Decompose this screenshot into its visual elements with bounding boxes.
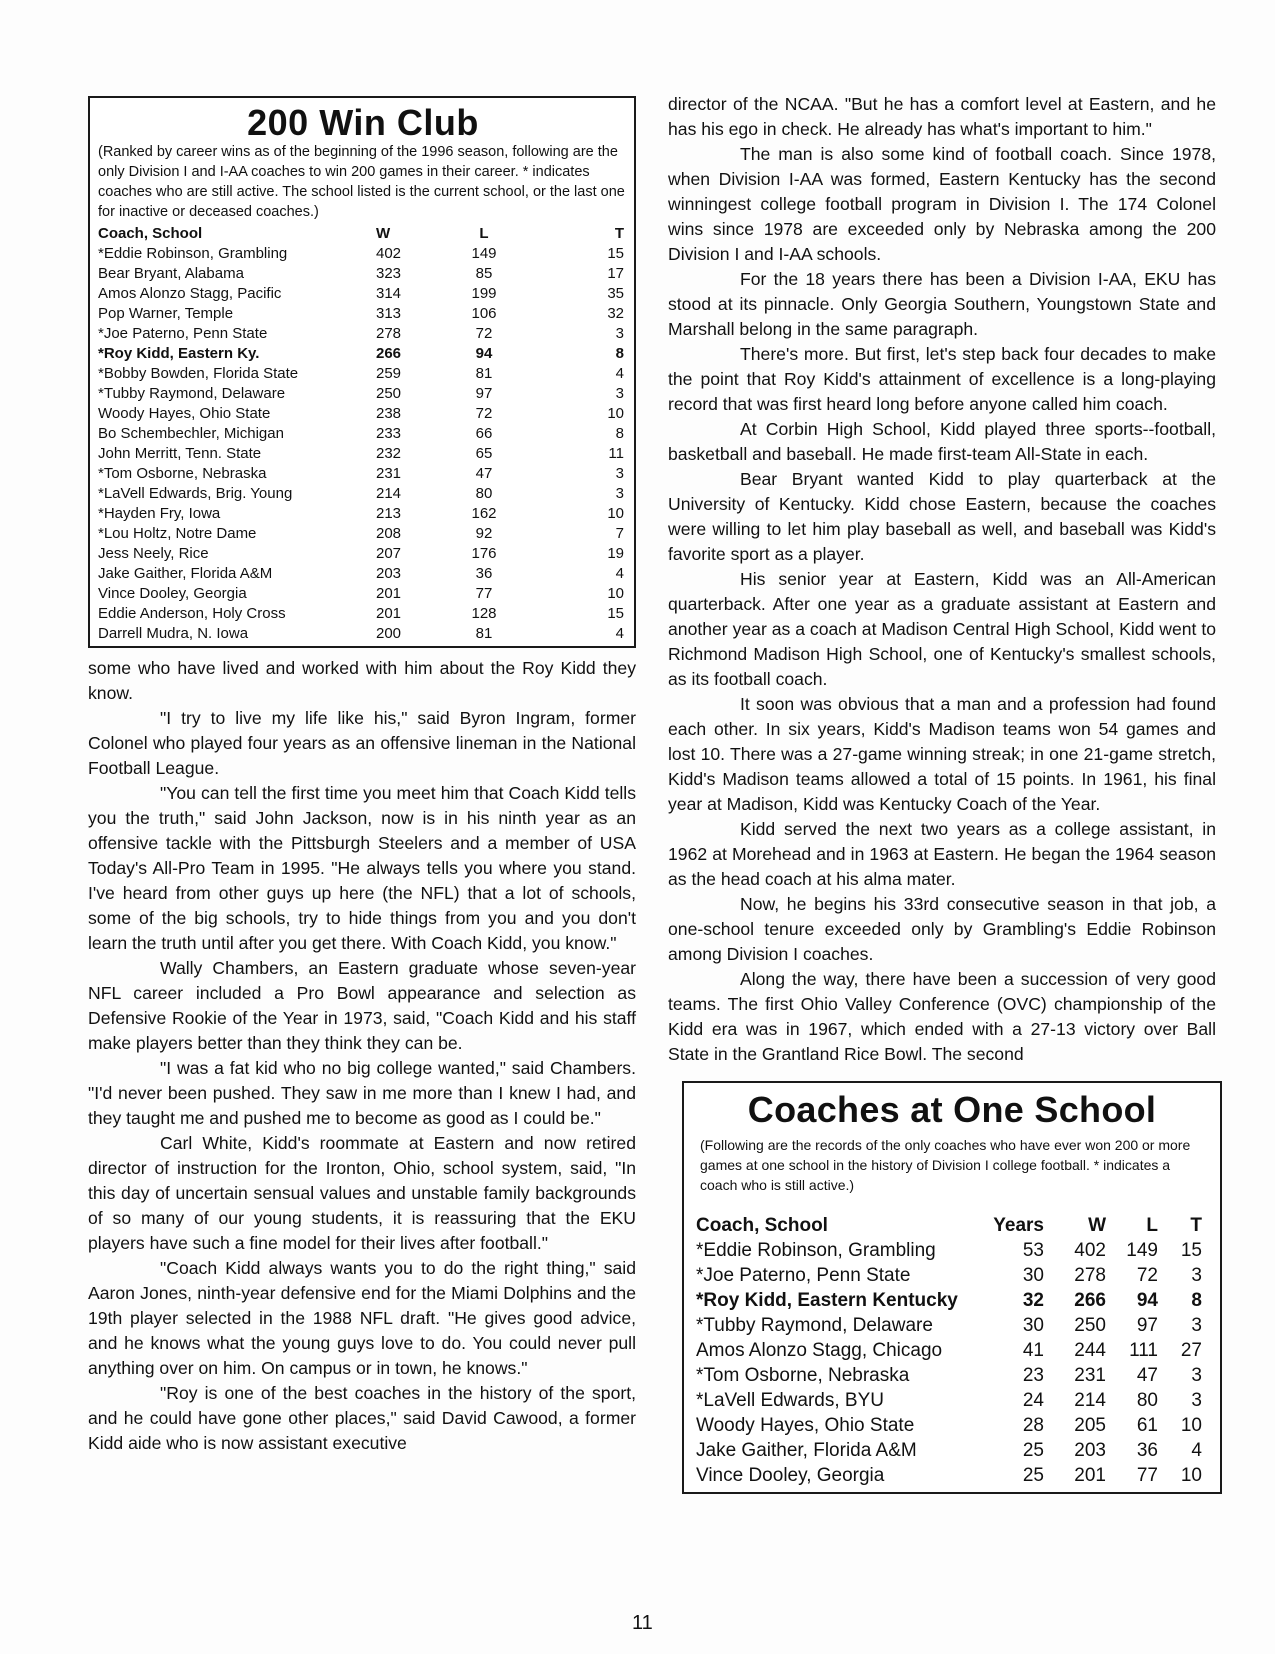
coach-name: John Merritt, Tenn. State <box>98 445 262 462</box>
years: 53 <box>1022 1240 1044 1261</box>
paragraph: Wally Chambers, an Eastern graduate whose seven-year NFL career included a Pro Bowl appearance and selection as Defensive Rookie of the Year in 1973, said, "Coach Kidd and his staff make players better than they think they can be. <box>88 958 636 1053</box>
win-club-rows <box>98 244 628 644</box>
years: 28 <box>1022 1415 1044 1436</box>
paragraph: "I try to live my life like his," said Byron Ingram, former Colonel who played four years as an offensive lineman in the National Football League. <box>88 708 636 778</box>
ties: 10 <box>607 505 624 522</box>
coach-name: *Bobby Bowden, Florida State <box>98 365 299 382</box>
win-club-intro: (Ranked by career wins as of the beginning of the 1996 season, following are the only Division I and I-AA coaches to win 200 games in their career. * indicates coaches who are still active. The school listed is the current school, or the last one for inactive or deceased coaches.) <box>98 144 625 220</box>
table-row <box>98 284 628 304</box>
table-row <box>98 404 628 424</box>
table-row <box>696 1438 1208 1463</box>
losses: 36 <box>1136 1440 1158 1461</box>
paragraph: At Corbin High School, Kidd played three sports--football, basketball and baseball. He made first-team All-State in each. <box>668 419 1216 464</box>
coach-name: Jake Gaither, Florida A&M <box>98 565 273 582</box>
table-row <box>696 1388 1208 1413</box>
wins: 313 <box>376 305 402 322</box>
ties: 3 <box>1191 1365 1202 1386</box>
coach-name: Woody Hayes, Ohio State <box>696 1415 915 1436</box>
table-row <box>98 584 628 604</box>
ties: 19 <box>607 545 624 562</box>
paragraph: It soon was obvious that a man and a profession had found each other. In six years, Kidd's Madison teams won 54 games and lost 10. There was a 27-game winning streak; in one 21-game stretch, Kidd's Madison teams allowed a total of 15 points. In 1961, his final year at Madison, Kidd was Kentucky Coach of the Year. <box>668 694 1216 814</box>
ties: 10 <box>1180 1465 1202 1486</box>
coach-name: Amos Alonzo Stagg, Pacific <box>98 285 282 302</box>
coach-name: *Tubby Raymond, Delaware <box>696 1315 933 1336</box>
coach-name: *Tom Osborne, Nebraska <box>696 1365 910 1386</box>
coach-name: *Eddie Robinson, Grambling <box>98 245 288 262</box>
coach-name: Eddie Anderson, Holy Cross <box>98 605 286 622</box>
wins: 266 <box>1074 1290 1106 1311</box>
coach-name: Darrell Mudra, N. Iowa <box>98 625 249 642</box>
table-row <box>98 624 628 644</box>
years: 25 <box>1022 1440 1044 1461</box>
coach-name: *Eddie Robinson, Grambling <box>696 1240 936 1261</box>
col-header-coach: Coach, School <box>98 225 203 242</box>
losses: 106 <box>471 305 497 322</box>
one-school-intro: (Following are the records of the only coaches who have ever won 200 or more games at one school in the history of Division I college football. * indicates a coach who is still active.) <box>700 1137 1191 1193</box>
table-row <box>98 424 628 444</box>
losses: 77 <box>1136 1465 1158 1486</box>
one-school-table <box>696 1213 1208 1488</box>
paragraph: Carl White, Kidd's roommate at Eastern and now retired director of instruction for the Ironton, Ohio, school system, said, "In this day of uncertain sensual values and unstable family backgrounds of so many of our young students, it is reassuring that the EKU players have such a fine model for their lives after football." <box>88 1133 636 1253</box>
table-row <box>696 1338 1208 1363</box>
table-row <box>98 444 628 464</box>
losses: 85 <box>475 265 493 282</box>
years: 23 <box>1022 1365 1044 1386</box>
wins: 201 <box>376 585 402 602</box>
page-number: 11 <box>632 1612 653 1634</box>
coach-name: Woody Hayes, Ohio State <box>98 405 271 422</box>
losses: 97 <box>1136 1315 1158 1336</box>
coach-name: Vince Dooley, Georgia <box>98 585 247 602</box>
losses: 128 <box>471 605 497 622</box>
coach-name: Jess Neely, Rice <box>98 545 209 562</box>
losses: 72 <box>475 405 493 422</box>
ties: 8 <box>615 345 624 362</box>
ties: 3 <box>615 485 624 502</box>
coach-name: *Joe Paterno, Penn State <box>696 1265 911 1286</box>
wins: 203 <box>1074 1440 1106 1461</box>
coach-name: *Roy Kidd, Eastern Ky. <box>98 345 260 362</box>
wins: 231 <box>1074 1365 1106 1386</box>
ties: 4 <box>615 365 624 382</box>
table-row <box>696 1463 1208 1488</box>
one-school-box <box>682 1081 1222 1494</box>
ties: 4 <box>615 625 624 642</box>
coach-name: *Tubby Raymond, Delaware <box>98 385 286 402</box>
losses: 61 <box>1136 1415 1158 1436</box>
wins: 402 <box>376 245 402 262</box>
coach-name: Bear Bryant, Alabama <box>98 265 244 282</box>
losses: 80 <box>1136 1390 1158 1411</box>
losses: 199 <box>471 285 497 302</box>
table-row <box>98 244 628 264</box>
coach-name: *LaVell Edwards, BYU <box>696 1390 884 1411</box>
coach-name: *Joe Paterno, Penn State <box>98 325 268 342</box>
ties: 4 <box>1191 1440 1202 1461</box>
losses: 80 <box>475 485 493 502</box>
wins: 233 <box>376 425 402 442</box>
table-row <box>696 1413 1208 1438</box>
col-header-years: Years <box>993 1215 1044 1236</box>
win-club-box <box>88 96 636 648</box>
wins: 200 <box>376 625 402 642</box>
ties: 15 <box>607 245 624 262</box>
losses: 162 <box>471 505 497 522</box>
table-row <box>98 524 628 544</box>
wins: 201 <box>376 605 402 622</box>
ties: 8 <box>615 425 624 442</box>
coach-name: *Hayden Fry, Iowa <box>98 505 221 522</box>
wins: 250 <box>1074 1315 1106 1336</box>
wins: 323 <box>376 265 402 282</box>
ties: 3 <box>615 385 624 402</box>
table-row <box>98 264 628 284</box>
paragraph: The man is also some kind of football coach. Since 1978, when Division I-AA was formed, Eastern Kentucky has the second winningest college football program in Division I. The 174 Colonel wins since 1978 are exceeded only by Nebraska among the 200 Division I and I-AA schools. <box>668 144 1216 264</box>
losses: 81 <box>475 625 493 642</box>
coach-name: Amos Alonzo Stagg, Chicago <box>696 1340 943 1361</box>
table-row <box>98 484 628 504</box>
years: 24 <box>1022 1390 1044 1411</box>
table-row <box>98 464 628 484</box>
ties: 10 <box>607 405 624 422</box>
wins: 232 <box>376 445 402 462</box>
ties: 7 <box>615 525 624 542</box>
losses: 36 <box>475 565 493 582</box>
wins: 402 <box>1074 1240 1106 1261</box>
coach-name: Bo Schembechler, Michigan <box>98 425 284 442</box>
wins: 205 <box>1074 1415 1106 1436</box>
table-row <box>696 1238 1208 1263</box>
ties: 3 <box>615 325 624 342</box>
ties: 3 <box>615 465 624 482</box>
paragraph: Bear Bryant wanted Kidd to play quarterback at the University of Kentucky. Kidd chose Eastern, because the coaches were willing to let him play baseball as well, and baseball was Kidd's favorite sport as a player. <box>668 469 1216 564</box>
win-club-title: 200 Win Club <box>247 102 479 143</box>
years: 25 <box>1022 1465 1044 1486</box>
losses: 111 <box>1129 1340 1158 1361</box>
coach-name: Vince Dooley, Georgia <box>696 1465 885 1486</box>
wins: 244 <box>1074 1340 1106 1361</box>
wins: 278 <box>1074 1265 1106 1286</box>
table-row <box>98 604 628 624</box>
table-header-row <box>696 1213 1208 1238</box>
coach-name: Jake Gaither, Florida A&M <box>696 1440 917 1461</box>
paragraph: There's more. But first, let's step back four decades to make the point that Roy Kidd's attainment of excellence is a long-playing record that was first heard long before anyone called him coach. <box>668 344 1216 414</box>
years: 30 <box>1022 1265 1044 1286</box>
paragraph: "Roy is one of the best coaches in the history of the sport, and he could have gone other places," said David Cawood, a former Kidd aide who is now assistant executive <box>88 1383 636 1453</box>
one-school-rows <box>696 1238 1208 1488</box>
wins: 213 <box>376 505 402 522</box>
table-row <box>98 304 628 324</box>
paragraph: director of the NCAA. "But he has a comfort level at Eastern, and he has his ego in check. He already has what's important to him." <box>668 94 1216 139</box>
years: 41 <box>1022 1340 1044 1361</box>
paragraph: "I was a fat kid who no big college wanted," said Chambers. "I'd never been pushed. They saw in me more than I knew I had, and they taught me and pushed me to become as good as I could be." <box>88 1058 636 1128</box>
paragraph: For the 18 years there has been a Division I-AA, EKU has stood at its pinnacle. Only Georgia Southern, Youngstown State and Marshall belong in the same paragraph. <box>668 269 1216 339</box>
coach-name: Pop Warner, Temple <box>98 305 234 322</box>
wins: 259 <box>376 365 402 382</box>
wins: 314 <box>376 285 402 302</box>
wins: 266 <box>376 345 402 362</box>
table-row <box>98 544 628 564</box>
losses: 77 <box>475 585 493 602</box>
paragraph: Kidd served the next two years as a college assistant, in 1962 at Morehead and in 1963 at Eastern. He began the 1964 season as the head coach at his alma mater. <box>668 819 1216 889</box>
wins: 201 <box>1074 1465 1106 1486</box>
win-club-table <box>98 224 628 644</box>
wins: 238 <box>376 405 402 422</box>
one-school-title: Coaches at One School <box>747 1089 1157 1130</box>
losses: 94 <box>1136 1290 1158 1311</box>
table-row <box>98 384 628 404</box>
table-row <box>696 1288 1208 1313</box>
ties: 3 <box>1191 1315 1202 1336</box>
col-header-l: L <box>1146 1215 1158 1236</box>
paragraph: some who have lived and worked with him about the Roy Kidd they know. <box>88 658 636 703</box>
paragraph: "Coach Kidd always wants you to do the right thing," said Aaron Jones, ninth-year defensive end for the Miami Dolphins and the 19th player selected in the 1988 NFL draft. "He gives good advice, and he knows what the young guys love to do. You could never pull anything over on him. On campus or in town, he knows." <box>88 1258 636 1378</box>
table-row <box>696 1263 1208 1288</box>
losses: 81 <box>475 365 493 382</box>
paragraph: His senior year at Eastern, Kidd was an All-American quarterback. After one year as a graduate assistant at Eastern and another year as a coach at Madison Central High School, Kidd went to Richmond Madison High School, one of Kentucky's smallest schools, as its football coach. <box>668 569 1216 689</box>
ties: 15 <box>1180 1240 1202 1261</box>
col-header-w: W <box>1088 1215 1106 1236</box>
table-row <box>696 1313 1208 1338</box>
losses: 94 <box>475 345 493 362</box>
left-column <box>88 96 636 1456</box>
losses: 149 <box>471 245 497 262</box>
coach-name: *Lou Holtz, Notre Dame <box>98 525 257 542</box>
paragraph: Along the way, there have been a succession of very good teams. The first Ohio Valley Conference (OVC) championship of the Kidd era was in 1967, which ended with a 27-13 victory over Ball State in the Grantland Rice Bowl. The second <box>668 969 1216 1064</box>
losses: 176 <box>471 545 497 562</box>
losses: 92 <box>475 525 493 542</box>
right-column <box>668 92 1216 1494</box>
ties: 27 <box>1180 1340 1202 1361</box>
losses: 72 <box>1136 1265 1158 1286</box>
wins: 207 <box>376 545 402 562</box>
ties: 8 <box>1191 1290 1202 1311</box>
wins: 250 <box>376 385 402 402</box>
ties: 3 <box>1191 1265 1202 1286</box>
ties: 10 <box>607 585 624 602</box>
ties: 3 <box>1191 1390 1202 1411</box>
losses: 149 <box>1126 1240 1158 1261</box>
years: 32 <box>1022 1290 1044 1311</box>
losses: 47 <box>475 465 493 482</box>
wins: 278 <box>376 325 402 342</box>
wins: 214 <box>1074 1390 1106 1411</box>
ties: 32 <box>607 305 624 322</box>
ties: 4 <box>615 565 624 582</box>
years: 30 <box>1022 1315 1044 1336</box>
losses: 72 <box>475 325 493 342</box>
paragraph: Now, he begins his 33rd consecutive season in that job, a one-school tenure exceeded only by Grambling's Eddie Robinson among Division I coaches. <box>668 894 1216 964</box>
coach-name: *LaVell Edwards, Brig. Young <box>98 485 293 502</box>
col-header-t: T <box>1190 1215 1202 1236</box>
losses: 97 <box>475 385 493 402</box>
paragraph: "You can tell the first time you meet him that Coach Kidd tells you the truth," said John Jackson, now is in his ninth year as an offensive tackle with the Pittsburgh Steelers and a member of USA Today's All-Pro Team in 1995. "He always tells you where you stand. I've heard from other guys up here (the NFL) that a lot of schools, some of the big schools, try to hide things from you and you don't learn the truth until after you get there. With Coach Kidd, you know." <box>88 783 636 953</box>
ties: 35 <box>607 285 624 302</box>
left-article-text <box>88 656 636 1456</box>
wins: 203 <box>376 565 402 582</box>
table-row <box>98 344 628 364</box>
losses: 47 <box>1136 1365 1158 1386</box>
losses: 66 <box>475 425 493 442</box>
ties: 10 <box>1180 1415 1202 1436</box>
table-row <box>696 1363 1208 1388</box>
ties: 15 <box>607 605 624 622</box>
table-row <box>98 504 628 524</box>
right-article-text <box>668 92 1216 1067</box>
table-row <box>98 564 628 584</box>
table-row <box>98 364 628 384</box>
table-row <box>98 324 628 344</box>
ties: 17 <box>607 265 624 282</box>
coach-name: *Tom Osborne, Nebraska <box>98 465 267 482</box>
losses: 65 <box>475 445 493 462</box>
ties: 11 <box>608 445 624 462</box>
col-header-w: W <box>376 225 391 242</box>
wins: 214 <box>376 485 402 502</box>
col-header-t: T <box>614 225 624 242</box>
wins: 208 <box>376 525 402 542</box>
coach-name: *Roy Kidd, Eastern Kentucky <box>696 1290 958 1311</box>
col-header-l: L <box>479 225 489 242</box>
col-header-coach: Coach, School <box>696 1215 828 1236</box>
wins: 231 <box>376 465 402 482</box>
table-header-row <box>98 224 628 244</box>
